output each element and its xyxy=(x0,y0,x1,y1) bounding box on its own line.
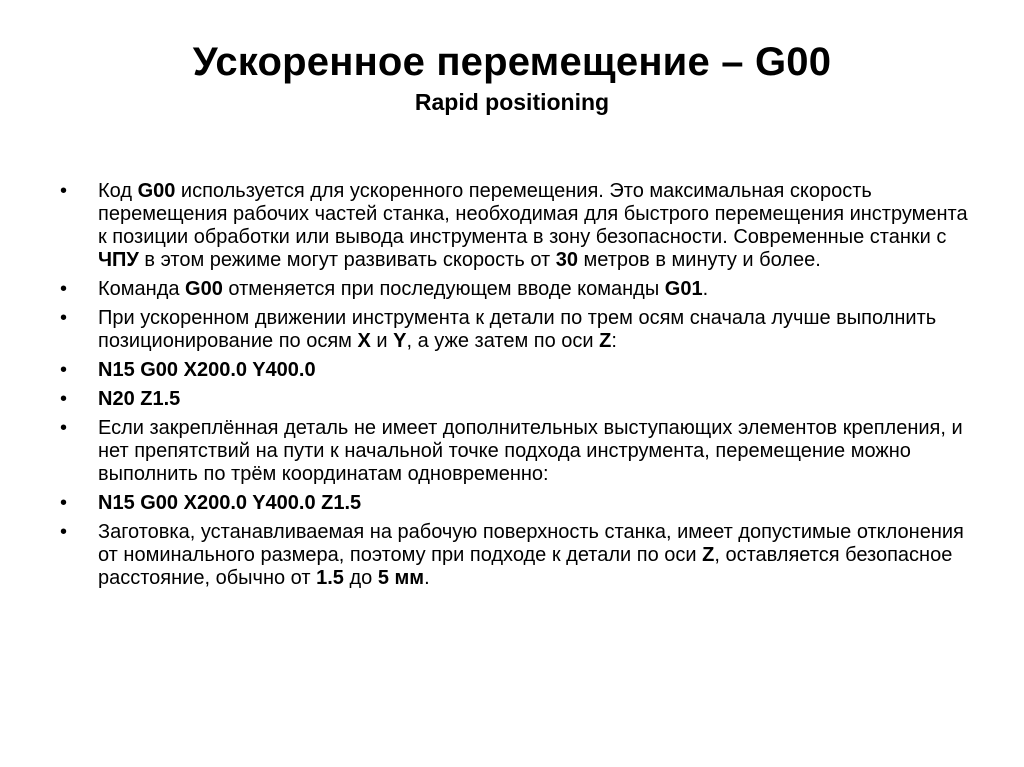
bullet-bold-text: N15 G00 X200.0 Y400.0 xyxy=(98,359,316,381)
bullet-text: в этом режиме могут развивать скорость от xyxy=(138,249,556,271)
bullet-text: . xyxy=(424,567,430,589)
bullet-item xyxy=(60,307,980,353)
bullet-marker: • xyxy=(60,359,68,381)
bullet-marker: • xyxy=(60,521,68,543)
bullet-bold-text: 30 xyxy=(555,249,578,271)
bullet-bold-text: Z xyxy=(599,330,612,352)
slide-subtitle: Rapid positioning xyxy=(414,89,610,115)
bullet-marker: • xyxy=(60,278,68,300)
bullet-bold-text: ЧПУ xyxy=(98,249,139,271)
bullet-bold-text: N20 Z1.5 xyxy=(98,388,181,410)
bullet-marker: • xyxy=(60,492,68,514)
bullet-text: : xyxy=(611,330,617,352)
bullet-text: При ускоренном движении инструмента к детали по трем осям сначала лучше выполнить позиционирование по осям xyxy=(98,307,937,352)
bullet-bold-text: X xyxy=(357,330,371,352)
title-block xyxy=(0,38,1024,116)
bullet-text: метров в минуту и более. xyxy=(577,249,821,271)
bullet-text: и xyxy=(370,330,394,352)
bullet-marker: • xyxy=(60,417,68,439)
bullet-text: , оставляется безопасное расстояние, обычно от xyxy=(98,544,953,589)
bullet-bold-text: 1.5 xyxy=(316,567,344,589)
bullet-bold-text: G00 xyxy=(137,180,176,202)
bullet-bold-text: 5 мм xyxy=(377,567,425,589)
bullet-text: до xyxy=(343,567,378,589)
bullet-item xyxy=(60,388,980,411)
bullet-text: Заготовка, устанавливаемая на рабочую поверхность станка, имеет допустимые отклонения от номинального размера, поэтому при подходе к детали по оси xyxy=(98,521,964,566)
bullet-item xyxy=(60,417,980,486)
bullet-bold-text: G00 xyxy=(185,278,223,300)
slide-title: Ускоренное перемещение – G00 xyxy=(192,40,832,84)
bullet-item xyxy=(60,492,980,515)
bullet-marker: • xyxy=(60,307,68,329)
bullet-list xyxy=(60,180,980,596)
bullet-item xyxy=(60,521,980,590)
bullet-item xyxy=(60,359,980,382)
bullet-text: отменяется при последующем вводе команды xyxy=(222,278,665,300)
bullet-text: Если закреплённая деталь не имеет дополнительных выступающих элементов крепления, и нет препятствий на пути к начальной точке подхода инструмента, перемещение можно выполнить по трём координатам одновременно: xyxy=(98,417,963,485)
bullet-text: используется для ускоренного перемещения. Это максимальная скорость перемещения рабочих частей станка, необходимая для быстрого перемещения инструмента к позиции обработки или вывода инструмента в зону безопасности. Современные станки с xyxy=(98,180,968,248)
bullet-text: , а уже затем по оси xyxy=(406,330,600,352)
bullet-text: Команда xyxy=(98,278,186,300)
bullet-marker: • xyxy=(60,180,68,202)
bullet-bold-text: Z xyxy=(702,544,715,566)
bullet-bold-text: N15 G00 X200.0 Y400.0 Z1.5 xyxy=(98,492,362,514)
bullet-item xyxy=(60,180,980,272)
bullet-item xyxy=(60,278,980,301)
bullet-bold-text: Y xyxy=(393,330,407,352)
bullet-bold-text: G01 xyxy=(664,278,703,300)
bullet-marker: • xyxy=(60,388,68,410)
bullet-text: Код xyxy=(98,180,138,202)
bullet-text: . xyxy=(702,278,709,300)
